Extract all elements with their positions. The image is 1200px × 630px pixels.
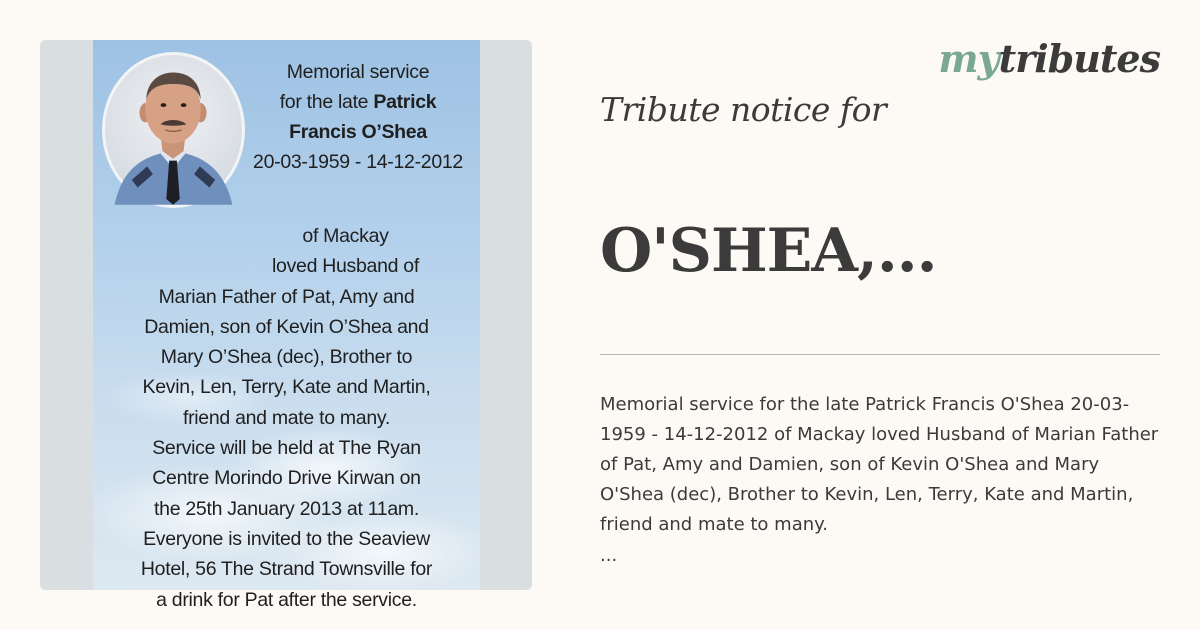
logo-my: my [938,36,999,81]
notice-body-line: Damien, son of Kevin O’Shea and [144,315,429,338]
notice-body-line: Hotel, 56 The Strand Townsville for [140,558,433,581]
mytributes-logo[interactable] [938,36,1160,81]
notice-heading [243,57,473,177]
notice-body-line: the 25th January 2013 at 11am. [154,497,419,520]
notice-body-line: Everyone is invited to the Seaview [143,527,430,550]
excerpt-ellipsis: ... [600,545,618,566]
notice-heading-line: Memorial service [286,61,430,83]
notice-card [93,40,480,611]
notice-body-line: Centre Morindo Drive Kirwan on [152,467,421,490]
notice-heading-bold: Patrick [373,91,437,113]
notice-excerpt: Memorial service for the late Patrick Francis O'Shea 20-03-1959 - 14-12-2012 of Mackay loved Husband of Marian Father of Pat, Amy and Damien, son of Kevin O'Shea and Mary O'Shea (dec), Brother to Kevin, Len, Terry, Kate and Martin, friend and mate to many. [600,394,1159,535]
notice-dates: 20-03-1959 - 14-12-2012 [253,151,463,173]
divider [600,354,1160,355]
notice-body-line: Mary O’Shea (dec), Brother to [160,346,413,369]
notice-body-line: Service will be held at The Ryan [152,437,421,460]
tribute-label: Tribute notice for [600,90,887,129]
notice-heading-line [243,87,473,117]
notice-body-line: Kevin, Len, Terry, Kate and Martin, [142,376,431,399]
deceased-name: O'SHEA,... [600,216,937,286]
notice-image[interactable] [40,40,532,611]
notice-body [99,221,474,615]
notice-body-line: loved Husband of [272,255,419,278]
notice-body-line: a drink for Pat after the service. [156,588,417,611]
notice-heading-line [243,117,473,147]
notice-heading-prefix: for the late [279,91,374,113]
portrait-photo [102,52,245,208]
notice-heading-name: Francis O’Shea [289,121,427,143]
notice-body-line: Marian Father of Pat, Amy and [158,285,415,308]
logo-tributes: tributes [998,36,1160,81]
notice-body-line: friend and mate to many. [182,406,391,429]
notice-body-line: of Mackay [302,225,389,247]
